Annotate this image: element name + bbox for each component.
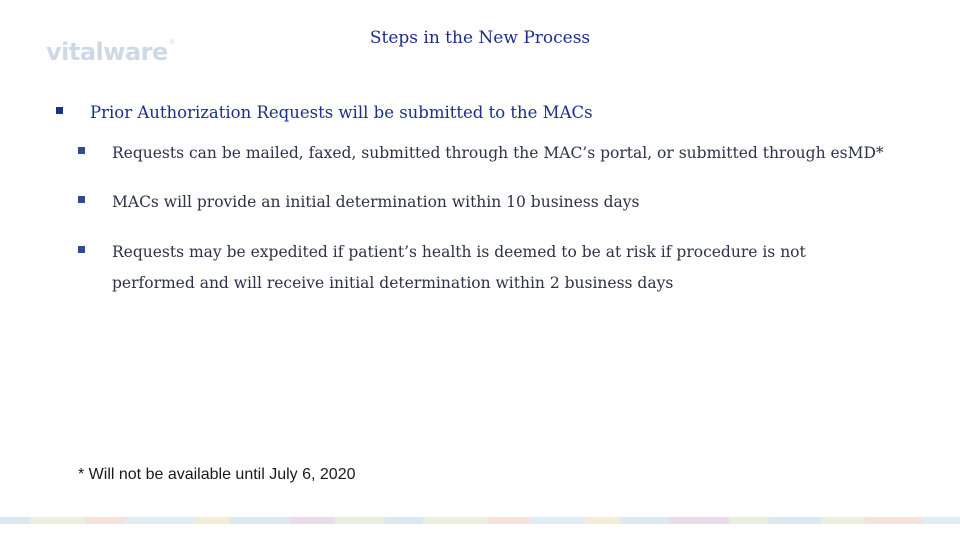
- bullet-square-icon: [78, 147, 85, 154]
- band-segment: [230, 517, 290, 524]
- sub-bullet-1: Requests can be mailed, faxed, submitted through the MAC’s portal, or submitted through esMD*: [112, 144, 884, 162]
- band-segment: [335, 517, 385, 524]
- bullet-square-icon: [78, 246, 85, 253]
- band-segment: [729, 517, 769, 524]
- band-segment: [30, 517, 85, 524]
- decorative-color-band: [0, 517, 960, 524]
- sub-bullet-3: Requests may be expedited if patient’s health is deemed to be at risk if procedure is not performed and will receive initial determination within 2 business days: [112, 243, 806, 292]
- band-segment: [669, 517, 729, 524]
- band-segment: [865, 517, 923, 524]
- band-segment: [488, 517, 530, 524]
- band-segment: [621, 517, 669, 524]
- band-segment: [85, 517, 125, 524]
- band-segment: [821, 517, 865, 524]
- bullet-square-icon: [56, 107, 63, 114]
- main-bullet-text: Prior Authorization Requests will be submitted to the MACs: [90, 103, 593, 122]
- sub-bullet-2: MACs will provide an initial determination within 10 business days: [112, 193, 640, 211]
- band-segment: [923, 517, 960, 524]
- band-segment: [385, 517, 423, 524]
- footnote: * Will not be available until July 6, 2020: [78, 466, 356, 483]
- band-segment: [769, 517, 821, 524]
- band-segment: [0, 517, 30, 524]
- registered-mark: ®: [168, 38, 176, 46]
- vitalware-logo: [46, 38, 175, 66]
- band-segment: [530, 517, 585, 524]
- bullet-square-icon: [78, 196, 85, 203]
- slide-title: Steps in the New Process: [369, 28, 591, 48]
- band-segment: [125, 517, 195, 524]
- band-segment: [585, 517, 621, 524]
- band-segment: [290, 517, 335, 524]
- logo-text: vitalware: [46, 38, 168, 66]
- band-segment: [195, 517, 230, 524]
- band-segment: [423, 517, 488, 524]
